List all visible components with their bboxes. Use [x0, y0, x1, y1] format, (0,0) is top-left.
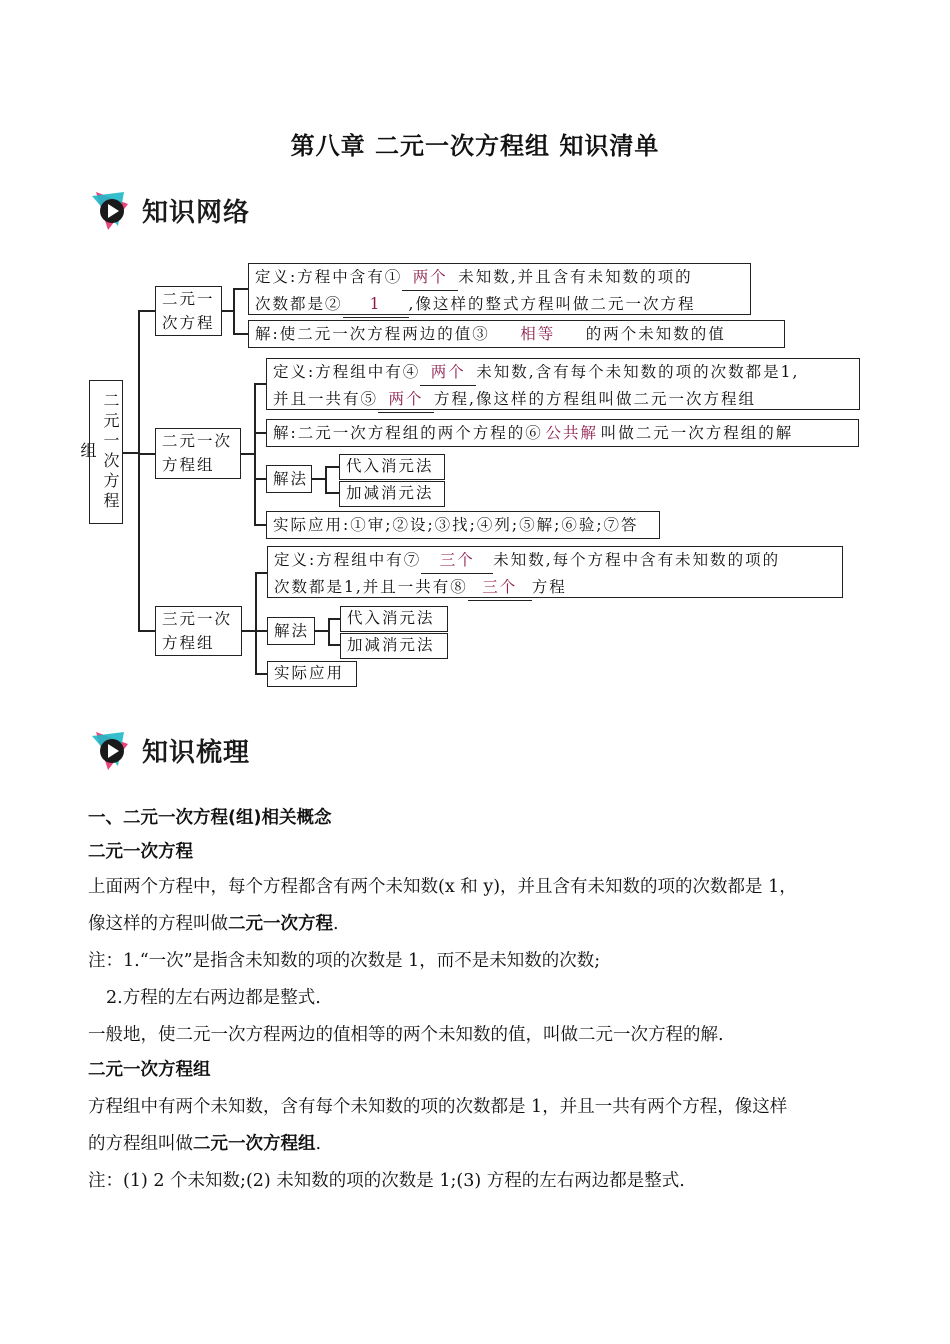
paragraph [88, 1126, 868, 1163]
term-bold: 二元一次方程 [228, 914, 333, 934]
n1-def-text: ,像这样的整式方程叫做二元一次方程 [408, 295, 696, 313]
subsection-heading: 二元一次方程 [88, 842, 193, 862]
n2-def-blank2: 两个 [378, 386, 434, 413]
node-n2-solution [266, 419, 859, 447]
n2-sol-text: 解:二元一次方程组的两个方程的⑥ [273, 424, 543, 442]
n3-def-blank1: 三个 [421, 547, 493, 574]
connector [254, 383, 256, 525]
n3-def-text: 未知数,每个方程中含有未知数的项的 [493, 551, 781, 569]
n1-def-text: 定义:方程中含有① [255, 268, 403, 286]
banner-title: 知识网络 [142, 197, 251, 228]
n3-def-text: 定义:方程组中有⑦ [274, 551, 422, 569]
section-heading: 一、二元一次方程(组)相关概念 [88, 808, 332, 828]
paragraph: 一般地，使二元一次方程两边的值相等的两个未知数的值，叫做二元一次方程的解. [88, 1025, 724, 1045]
n1-sol-text: 解:使二元一次方程两边的值③ [255, 325, 490, 343]
n1-def-text: 次数都是② [255, 295, 343, 313]
connector [325, 466, 327, 493]
n1-sol-text: 的两个未知数的值 [585, 325, 726, 343]
node-n2-application: 实际应用:①审;②设;③找;④列;⑤解;⑥验;⑦答 [266, 511, 660, 539]
node-linear-system: 二元一次方程组 [155, 428, 241, 479]
node-n3-substitution: 代入消元法 [340, 606, 448, 632]
connector [138, 310, 156, 312]
n2-def-text: 未知数,含有每个未知数的项的次数都是1, [476, 363, 800, 381]
section-banner-network [88, 184, 250, 236]
note: 注：1.“一次”是指含未知数的项的次数是 1，而不是未知数的次数; [88, 951, 601, 971]
connector [255, 630, 267, 632]
paragraph: 上面两个方程中，每个方程都含有两个未知数(x 和 y)，并且含有未知数的项的次数都是 1， [88, 877, 797, 897]
play-logo-icon [88, 186, 136, 234]
n1-def-text: 未知数,并且含有未知数的项的 [458, 268, 693, 286]
n2-sol-blank: 公共解 [543, 420, 601, 447]
n2-def-blank1: 两个 [420, 359, 476, 386]
connector [325, 466, 339, 468]
note: 2.方程的左右两边都是整式. [106, 988, 321, 1008]
connector [221, 310, 233, 312]
connector [325, 492, 339, 494]
node-n3-application: 实际应用 [267, 661, 357, 687]
node-n2-method: 解法 [266, 465, 312, 493]
term-bold: 二元一次方程组 [193, 1134, 316, 1154]
text: . [315, 1134, 322, 1154]
text: 的方程组叫做 [88, 1134, 193, 1154]
play-logo-icon [88, 726, 136, 774]
page-title: 第八章 二元一次方程组 知识清单 [290, 132, 660, 160]
node-n1-definition [248, 263, 751, 315]
subsection-heading: 二元一次方程组 [88, 1060, 211, 1080]
connector [314, 630, 328, 632]
connector [255, 572, 267, 574]
connector [254, 524, 266, 526]
n2-def-text: 定义:方程组中有④ [273, 363, 421, 381]
node-n2-substitution: 代入消元法 [339, 454, 445, 480]
connector [328, 618, 330, 645]
n2-sol-text: 叫做二元一次方程组的解 [600, 424, 794, 442]
n2-def-text: 并且一共有⑤ [273, 390, 379, 408]
n3-def-text: 次数都是1,并且一共有⑧ [274, 578, 468, 596]
section-banner-review [88, 724, 250, 776]
node-linear-equation: 二元一次方程 [155, 286, 222, 336]
connector [122, 452, 138, 454]
n2-def-text: 方程,像这样的方程组叫做二元一次方程组 [434, 390, 756, 408]
connector [138, 630, 156, 632]
n1-def-blank2: 1 [343, 291, 409, 318]
connector [311, 478, 325, 480]
connector [254, 432, 266, 434]
node-n1-solution [248, 320, 785, 348]
note: 注：(1) 2 个未知数;(2) 未知数的项的次数是 1;(3) 方程的左右两边都是整式. [88, 1171, 685, 1191]
n1-sol-blank: 相等 [490, 321, 586, 348]
connector [138, 453, 156, 455]
node-n3-definition [267, 546, 843, 598]
node-n2-elimination: 加减消元法 [339, 481, 445, 507]
connector [254, 383, 266, 385]
connector [233, 288, 235, 334]
paragraph [88, 906, 868, 943]
node-n3-method: 解法 [267, 617, 315, 645]
connector [255, 673, 267, 675]
text: 像这样的方程叫做 [88, 914, 228, 934]
connector [240, 453, 254, 455]
connector [233, 333, 249, 335]
n3-def-text: 方程 [531, 578, 567, 596]
node-n3-elimination: 加减消元法 [340, 633, 448, 659]
paragraph: 方程组中有两个未知数，含有每个未知数的项的次数都是 1，并且一共有两个方程，像这样 [88, 1097, 788, 1117]
tree-root: 二元一次方程组 [89, 380, 123, 524]
connector [255, 572, 257, 674]
node-n2-definition [266, 358, 860, 410]
connector [233, 288, 249, 290]
n1-def-blank1: 两个 [402, 264, 458, 291]
connector [241, 630, 255, 632]
n3-def-blank2: 三个 [468, 574, 532, 601]
connector [328, 644, 340, 646]
connector [328, 618, 340, 620]
node-ternary-system: 三元一次方程组 [155, 606, 242, 656]
banner-title: 知识梳理 [142, 737, 251, 768]
connector [138, 310, 140, 630]
text: . [333, 914, 339, 934]
connector [254, 478, 266, 480]
